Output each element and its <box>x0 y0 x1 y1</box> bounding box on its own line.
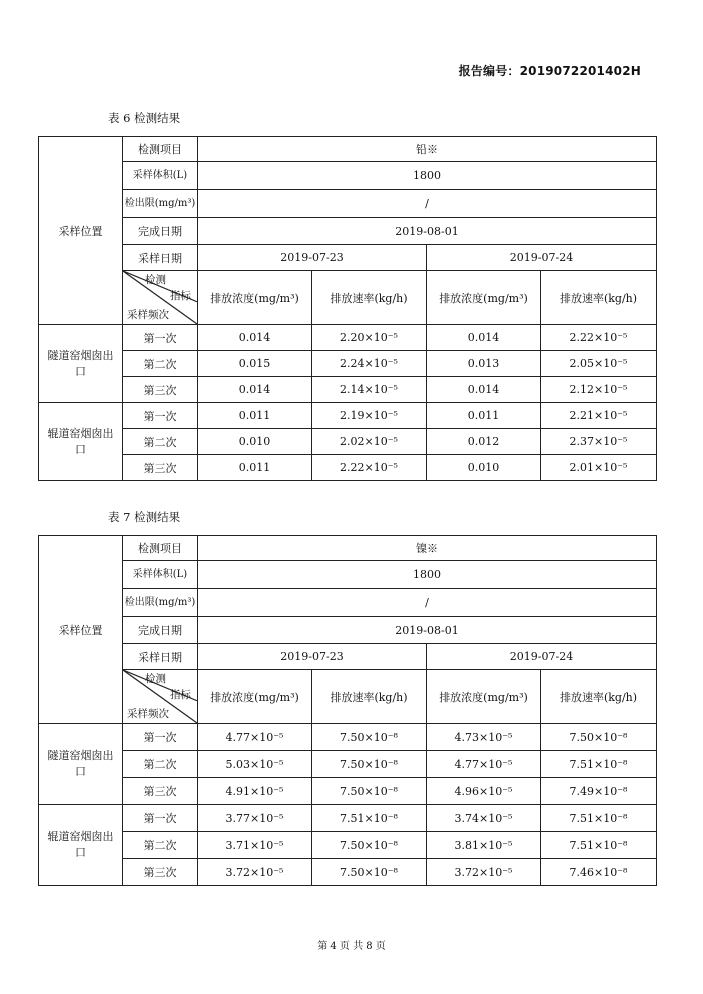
cell: 2.12×10⁻⁵ <box>541 377 657 403</box>
row-label: 第三次 <box>123 778 198 805</box>
rate-header-2: 排放速率(kg/h) <box>541 271 657 325</box>
cell: 7.46×10⁻⁸ <box>541 859 657 886</box>
table-6-caption: 表 6 检测结果 <box>108 111 181 125</box>
row-label: 第二次 <box>123 832 198 859</box>
table-7 <box>38 535 657 886</box>
volume-value: 1800 <box>198 162 657 190</box>
cell: 3.71×10⁻⁵ <box>198 832 312 859</box>
cell: 0.013 <box>427 351 541 377</box>
cell: 3.77×10⁻⁵ <box>198 805 312 832</box>
table-6 <box>38 136 657 481</box>
item-label: 检测项目 <box>123 137 198 162</box>
cell: 2.22×10⁻⁵ <box>541 325 657 351</box>
sample-date-label: 采样日期 <box>123 245 198 271</box>
limit-label: 检出限(mg/m³) <box>123 190 198 218</box>
group-label: 辊道窑烟囱出口 <box>39 403 123 481</box>
rate-header-1: 排放速率(kg/h) <box>312 670 427 724</box>
row-label: 第一次 <box>123 325 198 351</box>
row-label: 第三次 <box>123 455 198 481</box>
cell: 7.50×10⁻⁸ <box>312 778 427 805</box>
cell: 7.51×10⁻⁸ <box>541 832 657 859</box>
limit-label: 检出限(mg/m³) <box>123 589 198 617</box>
cell: 0.010 <box>198 429 312 455</box>
cell: 2.24×10⁻⁵ <box>312 351 427 377</box>
conc-header-2: 排放浓度(mg/m³) <box>427 271 541 325</box>
volume-value: 1800 <box>198 561 657 589</box>
conc-header-1: 排放浓度(mg/m³) <box>198 670 312 724</box>
item-label: 检测项目 <box>123 536 198 561</box>
sample-date-label: 采样日期 <box>123 644 198 670</box>
cell: 0.014 <box>198 325 312 351</box>
rate-header-2: 排放速率(kg/h) <box>541 670 657 724</box>
cell: 0.011 <box>198 403 312 429</box>
row-label: 第一次 <box>123 724 198 751</box>
cell: 5.03×10⁻⁵ <box>198 751 312 778</box>
cell: 2.21×10⁻⁵ <box>541 403 657 429</box>
cell: 7.51×10⁻⁸ <box>541 751 657 778</box>
cell: 2.37×10⁻⁵ <box>541 429 657 455</box>
cell: 2.05×10⁻⁵ <box>541 351 657 377</box>
cell: 0.014 <box>198 377 312 403</box>
complete-date-label: 完成日期 <box>123 218 198 245</box>
cell: 7.51×10⁻⁸ <box>541 805 657 832</box>
complete-date-label: 完成日期 <box>123 617 198 644</box>
item-value: 镍※ <box>198 536 657 561</box>
cell: 7.50×10⁻⁸ <box>312 751 427 778</box>
cell: 3.72×10⁻⁵ <box>427 859 541 886</box>
page-footer: 第 4 页 共 8 页 <box>317 941 386 952</box>
cell: 2.19×10⁻⁵ <box>312 403 427 429</box>
row-label: 第三次 <box>123 377 198 403</box>
row-label: 第二次 <box>123 429 198 455</box>
limit-value: / <box>198 190 657 218</box>
cell: 4.77×10⁻⁵ <box>198 724 312 751</box>
cell: 7.51×10⁻⁸ <box>312 805 427 832</box>
sample-date-2: 2019-07-24 <box>427 245 657 271</box>
report-number: 报告编号：2019072201402H <box>458 64 641 78</box>
diag-mid-label: 指标 <box>170 290 191 302</box>
cell: 3.72×10⁻⁵ <box>198 859 312 886</box>
cell: 4.91×10⁻⁵ <box>198 778 312 805</box>
cell: 0.015 <box>198 351 312 377</box>
diag-mid-label: 指标 <box>170 689 191 701</box>
complete-date-value: 2019-08-01 <box>198 617 657 644</box>
cell: 0.011 <box>198 455 312 481</box>
sample-date-2: 2019-07-24 <box>427 644 657 670</box>
row-label: 第一次 <box>123 805 198 832</box>
conc-header-1: 排放浓度(mg/m³) <box>198 271 312 325</box>
cell: 4.73×10⁻⁵ <box>427 724 541 751</box>
diag-bottom-label: 采样频次 <box>127 309 169 321</box>
cell: 0.011 <box>427 403 541 429</box>
sample-date-1: 2019-07-23 <box>198 644 427 670</box>
cell: 2.20×10⁻⁵ <box>312 325 427 351</box>
cell: 7.50×10⁻⁸ <box>312 724 427 751</box>
group-label: 隧道窑烟囱出口 <box>39 724 123 805</box>
cell: 0.014 <box>427 377 541 403</box>
cell: 7.50×10⁻⁸ <box>312 832 427 859</box>
conc-header-2: 排放浓度(mg/m³) <box>427 670 541 724</box>
diagonal-header <box>123 670 198 724</box>
diag-top-label: 检测 <box>145 673 166 685</box>
complete-date-value: 2019-08-01 <box>198 218 657 245</box>
volume-label: 采样体积(L) <box>123 561 198 589</box>
cell: 3.81×10⁻⁵ <box>427 832 541 859</box>
sample-date-1: 2019-07-23 <box>198 245 427 271</box>
cell: 2.02×10⁻⁵ <box>312 429 427 455</box>
diag-bottom-label: 采样频次 <box>127 708 169 720</box>
cell: 7.50×10⁻⁸ <box>312 859 427 886</box>
cell: 0.010 <box>427 455 541 481</box>
cell: 4.96×10⁻⁵ <box>427 778 541 805</box>
diagonal-header <box>123 271 198 325</box>
cell: 7.49×10⁻⁸ <box>541 778 657 805</box>
table-7-caption: 表 7 检测结果 <box>108 510 181 524</box>
cell: 7.50×10⁻⁸ <box>541 724 657 751</box>
row-label: 第二次 <box>123 351 198 377</box>
cell: 2.01×10⁻⁵ <box>541 455 657 481</box>
row-label: 第一次 <box>123 403 198 429</box>
limit-value: / <box>198 589 657 617</box>
volume-label: 采样体积(L) <box>123 162 198 190</box>
cell: 2.14×10⁻⁵ <box>312 377 427 403</box>
rate-header-1: 排放速率(kg/h) <box>312 271 427 325</box>
cell: 3.74×10⁻⁵ <box>427 805 541 832</box>
sampling-location-label: 采样位置 <box>39 536 123 724</box>
group-label: 辊道窑烟囱出口 <box>39 805 123 886</box>
row-label: 第三次 <box>123 859 198 886</box>
item-value: 铅※ <box>198 137 657 162</box>
cell: 4.77×10⁻⁵ <box>427 751 541 778</box>
sampling-location-label: 采样位置 <box>39 137 123 325</box>
cell: 0.012 <box>427 429 541 455</box>
cell: 0.014 <box>427 325 541 351</box>
cell: 2.22×10⁻⁵ <box>312 455 427 481</box>
row-label: 第二次 <box>123 751 198 778</box>
group-label: 隧道窑烟囱出口 <box>39 325 123 403</box>
diag-top-label: 检测 <box>145 274 166 286</box>
